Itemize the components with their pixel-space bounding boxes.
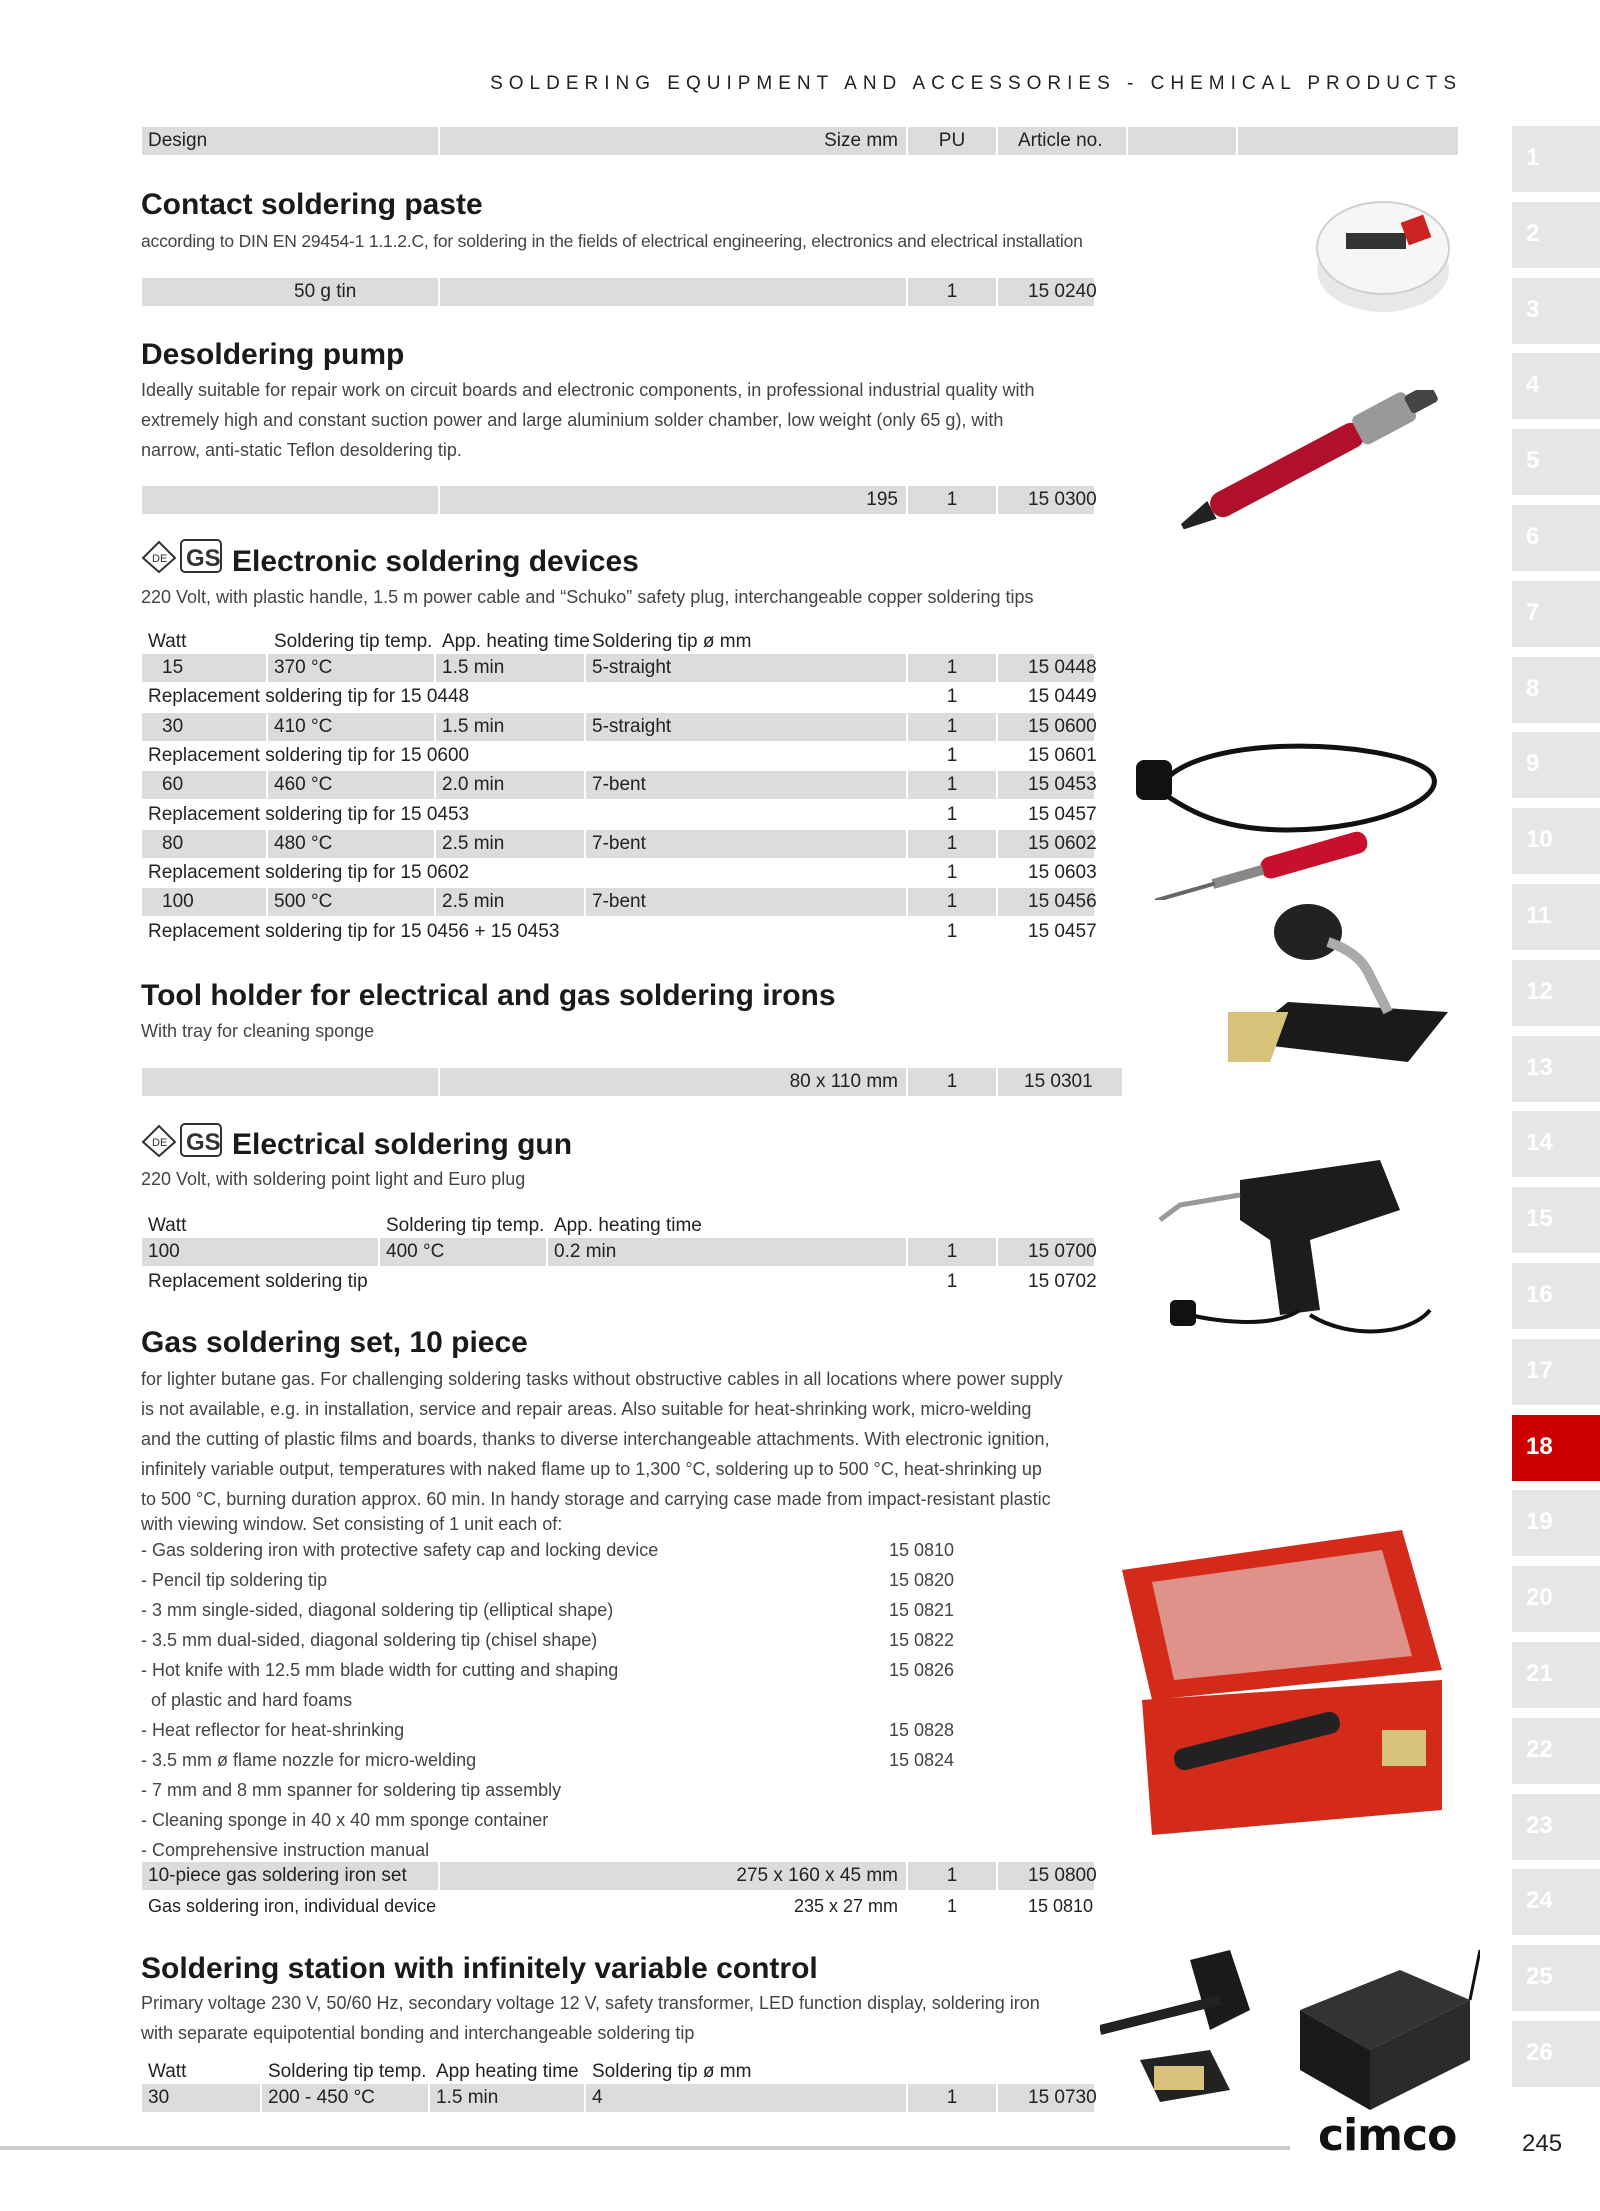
row-pu: 1 [908, 278, 996, 306]
chapter-tab-15[interactable]: 15 [1512, 1187, 1600, 1253]
desoldering-pump-image [1160, 390, 1460, 530]
desc-line: extremely high and constant suction power and large aluminium solder chamber, low weight (only 65 g), with [141, 410, 1004, 430]
row-article: 15 0603 [1028, 862, 1097, 884]
list-item [141, 1595, 1001, 1625]
list-item-article: 15 0820 [889, 1570, 955, 1590]
row-article: 15 0457 [1028, 803, 1097, 825]
row-size: 275 x 160 x 45 mm [440, 1862, 906, 1890]
chapter-tab-1[interactable]: 1 [1512, 126, 1600, 192]
chapter-tab-10[interactable]: 10 [1512, 808, 1600, 874]
row-article: 15 0453 [998, 771, 1094, 799]
soldering-station-image [1100, 1930, 1480, 2120]
row-watt: 30 [142, 2084, 260, 2112]
tool-holder-image [1228, 892, 1458, 1112]
list-item [141, 1655, 1001, 1685]
chapter-tab-25[interactable]: 25 [1512, 1945, 1600, 2011]
svg-text:DE: DE [152, 553, 168, 565]
desc-line: with viewing window. Set consisting of 1 unit each of: [141, 1514, 563, 1534]
desc-line: with separate equipotential bonding and interchangeable soldering tip [141, 2023, 695, 2043]
chapter-tab-20[interactable]: 20 [1512, 1566, 1600, 1632]
section-desc-gun: 220 Volt, with soldering point light and Euro plug [141, 1169, 526, 1189]
row-tip: 7-bent [586, 888, 906, 916]
row-article: 15 0810 [1028, 1896, 1094, 1916]
row-heat: 0.2 min [548, 1238, 906, 1266]
section-title-station: Soldering station with infinitely variable control [141, 1952, 818, 1985]
hdr-heat: App. heating time [554, 1215, 702, 1236]
row-pu: 1 [908, 771, 996, 799]
row-pu: 1 [946, 1896, 957, 1916]
station-row [142, 2084, 1097, 2112]
row-article: 15 0456 [998, 888, 1094, 916]
hdr-watt: Watt [148, 1215, 187, 1236]
list-item [141, 1745, 1001, 1775]
row-pu: 1 [908, 486, 996, 514]
row-design: Gas soldering iron, individual device [148, 1896, 437, 1916]
row-pu: 1 [946, 803, 958, 825]
row-article: 15 0457 [1028, 920, 1097, 942]
list-item-text: - Heat reflector for heat-shrinking [141, 1720, 405, 1740]
row-heat: 1.5 min [430, 2084, 584, 2112]
row-temp: 500 °C [268, 888, 434, 916]
list-item-article: 15 0828 [889, 1720, 955, 1740]
desc-line: to 500 °C, burning duration approx. 60 min. In handy storage and carrying case made from impact-resistant plastic [141, 1489, 1051, 1509]
row-pu: 1 [908, 1862, 996, 1890]
chapter-tab-11[interactable]: 11 [1512, 884, 1600, 950]
product-row-pump [142, 486, 1097, 514]
replacement-tip-row [142, 801, 1097, 829]
row-article: 15 0449 [1028, 686, 1097, 708]
list-item-text: - 7 mm and 8 mm spanner for soldering tip assembly [141, 1780, 562, 1800]
row-label: Replacement soldering tip for 15 0453 [148, 803, 470, 825]
row-temp: 370 °C [268, 654, 434, 682]
devices-table-header [142, 628, 1094, 656]
gasset-item-list [141, 1535, 1001, 1865]
de-gs-certification-icon [141, 538, 223, 574]
replacement-tip-row [142, 918, 1097, 946]
chapter-tab-9[interactable]: 9 [1512, 732, 1600, 798]
gasset-row [142, 1862, 1097, 1890]
hdr-temp: Soldering tip temp. [274, 631, 433, 652]
row-pu: 1 [908, 654, 996, 682]
list-item [141, 1805, 1001, 1835]
row-pu: 1 [946, 862, 958, 884]
list-item-article: 15 0821 [889, 1600, 955, 1620]
device-row [142, 771, 1097, 799]
col-blank-2 [1238, 127, 1458, 155]
chapter-tab-2[interactable]: 2 [1512, 202, 1600, 268]
hdr-tip: Soldering tip ø mm [592, 631, 752, 652]
row-article: 15 0601 [1028, 744, 1097, 766]
section-title-devices: Electronic soldering devices [232, 545, 639, 578]
row-article: 15 0600 [998, 713, 1094, 741]
section-desc-pump [141, 375, 1101, 465]
chapter-tab-14[interactable]: 14 [1512, 1111, 1600, 1177]
row-pu: 1 [946, 920, 958, 942]
hdr-heat: App heating time [436, 2061, 579, 2082]
footer-divider [0, 2146, 1290, 2150]
list-item-text: - Cleaning sponge in 40 x 40 mm sponge container [141, 1810, 549, 1830]
row-size: 80 x 110 mm [440, 1068, 906, 1096]
col-pu: PU [908, 127, 996, 155]
row-design: 10-piece gas soldering iron set [142, 1862, 438, 1890]
row-design [142, 1068, 438, 1096]
row-article: 15 0602 [998, 830, 1094, 858]
chapter-tab-5[interactable]: 5 [1512, 429, 1600, 495]
section-desc-station [141, 1988, 1101, 2048]
de-gs-certification-icon [141, 1122, 223, 1158]
row-temp: 460 °C [268, 771, 434, 799]
list-item [141, 1835, 1001, 1865]
row-article: 15 0730 [998, 2084, 1094, 2112]
paste-tin-image [1308, 178, 1458, 318]
soldering-iron-image [1128, 700, 1468, 900]
row-watt: 100 [142, 888, 266, 916]
row-article: 15 0240 [998, 278, 1094, 306]
row-pu: 1 [908, 713, 996, 741]
row-pu: 1 [908, 2084, 996, 2112]
row-heat: 1.5 min [436, 713, 584, 741]
row-heat: 2.5 min [436, 888, 584, 916]
hdr-temp: Soldering tip temp. [386, 1215, 545, 1236]
station-table-header [142, 2058, 1094, 2086]
device-row [142, 888, 1097, 916]
chapter-tab-7[interactable]: 7 [1512, 581, 1600, 647]
list-item-article: 15 0824 [889, 1750, 955, 1770]
row-label: Replacement soldering tip [148, 1271, 368, 1292]
section-title-gun: Electrical soldering gun [232, 1128, 573, 1161]
row-heat: 2.0 min [436, 771, 584, 799]
gun-replacement-row [142, 1268, 1097, 1296]
row-article: 15 0702 [1028, 1271, 1097, 1292]
row-article: 15 0700 [998, 1238, 1094, 1266]
replacement-tip-row [142, 742, 1097, 770]
row-pu: 1 [908, 888, 996, 916]
list-item-text: - Gas soldering iron with protective safety cap and locking device [141, 1540, 659, 1560]
row-tip: 5-straight [586, 654, 906, 682]
row-temp: 400 °C [380, 1238, 546, 1266]
product-row-holder [142, 1068, 1093, 1096]
gun-row [142, 1238, 1097, 1266]
section-title-paste: Contact soldering paste [141, 188, 483, 221]
row-watt: 15 [142, 654, 266, 682]
chapter-tab-19[interactable]: 19 [1512, 1490, 1600, 1556]
row-design: 50 g tin [142, 278, 438, 306]
row-size: 235 x 27 mm [793, 1896, 898, 1916]
chapter-tab-21[interactable]: 21 [1512, 1642, 1600, 1708]
section-title-gasset: Gas soldering set, 10 piece [141, 1326, 528, 1359]
hdr-tip: Soldering tip ø mm [592, 2061, 752, 2082]
gasset-row [142, 1892, 1094, 1920]
desc-line: is not available, e.g. in installation, service and repair areas. Also suitable for heat-shrinking work, micro-welding [141, 1399, 1032, 1419]
chapter-tab-23[interactable]: 23 [1512, 1794, 1600, 1860]
row-design [142, 486, 438, 514]
desc-line: Primary voltage 230 V, 50/60 Hz, secondary voltage 12 V, safety transformer, LED function display, soldering iron [141, 1993, 1040, 2013]
row-tip: 7-bent [586, 771, 906, 799]
svg-text:DE: DE [152, 1137, 168, 1149]
row-watt: 80 [142, 830, 266, 858]
row-label: Replacement soldering tip for 15 0456 + 15 0453 [148, 920, 560, 942]
gun-table-header [142, 1212, 1094, 1240]
row-watt: 100 [142, 1238, 378, 1266]
list-item [141, 1625, 1001, 1655]
svg-text:GS: GS [186, 1129, 221, 1156]
row-article: 15 0448 [998, 654, 1094, 682]
list-item [141, 1565, 1001, 1595]
list-item [141, 1775, 1001, 1805]
chapter-tab-22[interactable]: 22 [1512, 1718, 1600, 1784]
row-heat: 1.5 min [436, 654, 584, 682]
row-pu: 1 [908, 1068, 996, 1096]
soldering-gun-image [1150, 1140, 1440, 1340]
list-item-text: - 3 mm single-sided, diagonal soldering tip (elliptical shape) [141, 1600, 614, 1620]
section-desc-devices: 220 Volt, with plastic handle, 1.5 m power cable and “Schuko” safety plug, interchangeable copper soldering tips [141, 587, 1034, 607]
chapter-tab-18[interactable]: 18 [1512, 1415, 1600, 1481]
list-item [141, 1685, 1001, 1715]
col-article: Article no. [998, 127, 1126, 155]
row-watt: 60 [142, 771, 266, 799]
chapter-tab-24[interactable]: 24 [1512, 1869, 1600, 1935]
page-number: 245 [1522, 2130, 1563, 2157]
row-size: 195 [440, 486, 906, 514]
list-item [141, 1715, 1001, 1745]
chapter-tab-12[interactable]: 12 [1512, 960, 1600, 1026]
row-watt: 30 [142, 713, 266, 741]
row-tip: 5-straight [586, 713, 906, 741]
replacement-tip-row [142, 683, 1097, 711]
col-design: Design [142, 127, 438, 155]
section-title-pump: Desoldering pump [141, 338, 405, 371]
list-item-text: of plastic and hard foams [141, 1690, 353, 1710]
row-label: Replacement soldering tip for 15 0602 [148, 862, 470, 884]
row-tip: 4 [586, 2084, 906, 2112]
hdr-temp: Soldering tip temp. [268, 2061, 427, 2082]
product-row-paste [142, 278, 1097, 306]
chapter-tab-17[interactable]: 17 [1512, 1339, 1600, 1405]
row-pu: 1 [946, 686, 958, 708]
chapter-tab-3[interactable]: 3 [1512, 278, 1600, 344]
column-header [142, 127, 1458, 155]
section-desc-gasset [141, 1364, 1101, 1534]
chapter-tab-26[interactable]: 26 [1512, 2021, 1600, 2087]
desc-line: for lighter butane gas. For challenging soldering tasks without obstructive cables in all locations where power supply [141, 1369, 1063, 1389]
replacement-tip-row [142, 859, 1097, 887]
row-pu: 1 [946, 1271, 958, 1292]
section-title-holder: Tool holder for electrical and gas soldering irons [141, 979, 836, 1012]
chapter-tab-16[interactable]: 16 [1512, 1263, 1600, 1329]
hdr-watt: Watt [148, 2061, 187, 2082]
desc-line: Ideally suitable for repair work on circuit boards and electronic components, in professional industrial quality with [141, 380, 1035, 400]
desc-line: narrow, anti-static Teflon desoldering tip. [141, 440, 462, 460]
chapter-tab-8[interactable]: 8 [1512, 657, 1600, 723]
desc-line: infinitely variable output, temperatures with naked flame up to 1,300 °C, soldering up to 500 °C, heat-shrinking up [141, 1459, 1042, 1479]
chapter-tab-13[interactable]: 13 [1512, 1036, 1600, 1102]
chapter-tab-6[interactable]: 6 [1512, 505, 1600, 571]
chapter-tab-4[interactable]: 4 [1512, 353, 1600, 419]
device-row [142, 830, 1097, 858]
row-article: 15 0300 [998, 486, 1094, 514]
page-header-title: SOLDERING EQUIPMENT AND ACCESSORIES - CHEMICAL PRODUCTS [490, 73, 1462, 94]
list-item [141, 1535, 1001, 1565]
svg-text:GS: GS [186, 545, 221, 572]
row-tip: 7-bent [586, 830, 906, 858]
row-label: Replacement soldering tip for 15 0600 [148, 744, 470, 766]
list-item-article: 15 0822 [889, 1630, 955, 1650]
desc-line: and the cutting of plastic films and boards, thanks to diverse interchangeable attachments. With electronic ignition, [141, 1429, 1050, 1449]
hdr-heat: App. heating time [442, 631, 590, 652]
row-size [440, 278, 906, 306]
col-blank-1 [1128, 127, 1236, 155]
row-temp: 410 °C [268, 713, 434, 741]
list-item-article: 15 0810 [889, 1540, 955, 1560]
row-temp: 200 - 450 °C [262, 2084, 428, 2112]
brand-logo: cimco [1318, 2110, 1457, 2161]
device-row [142, 654, 1097, 682]
gas-soldering-case-image [1112, 1530, 1452, 1842]
row-pu: 1 [908, 830, 996, 858]
section-desc-holder: With tray for cleaning sponge [141, 1021, 375, 1041]
list-item-text: - Hot knife with 12.5 mm blade width for cutting and shaping [141, 1660, 619, 1680]
list-item-text: - 3.5 mm ø flame nozzle for micro-welding [141, 1750, 477, 1770]
hdr-watt: Watt [148, 631, 187, 652]
row-pu: 1 [946, 744, 958, 766]
device-row [142, 713, 1097, 741]
list-item-text: - 3.5 mm dual-sided, diagonal soldering tip (chisel shape) [141, 1630, 598, 1650]
list-item-article: 15 0826 [889, 1660, 955, 1680]
row-pu: 1 [908, 1238, 996, 1266]
row-article: 15 0800 [998, 1862, 1094, 1890]
list-item-text: - Comprehensive instruction manual [141, 1840, 430, 1860]
col-size: Size mm [440, 127, 906, 155]
row-article: 15 0301 [998, 1068, 1122, 1096]
list-item-text: - Pencil tip soldering tip [141, 1570, 328, 1590]
row-heat: 2.5 min [436, 830, 584, 858]
row-temp: 480 °C [268, 830, 434, 858]
section-desc-paste: according to DIN EN 29454-1 1.1.2.C, for soldering in the fields of electrical engineering, electronics and electrical installation [141, 231, 1083, 251]
row-label: Replacement soldering tip for 15 0448 [148, 686, 470, 708]
